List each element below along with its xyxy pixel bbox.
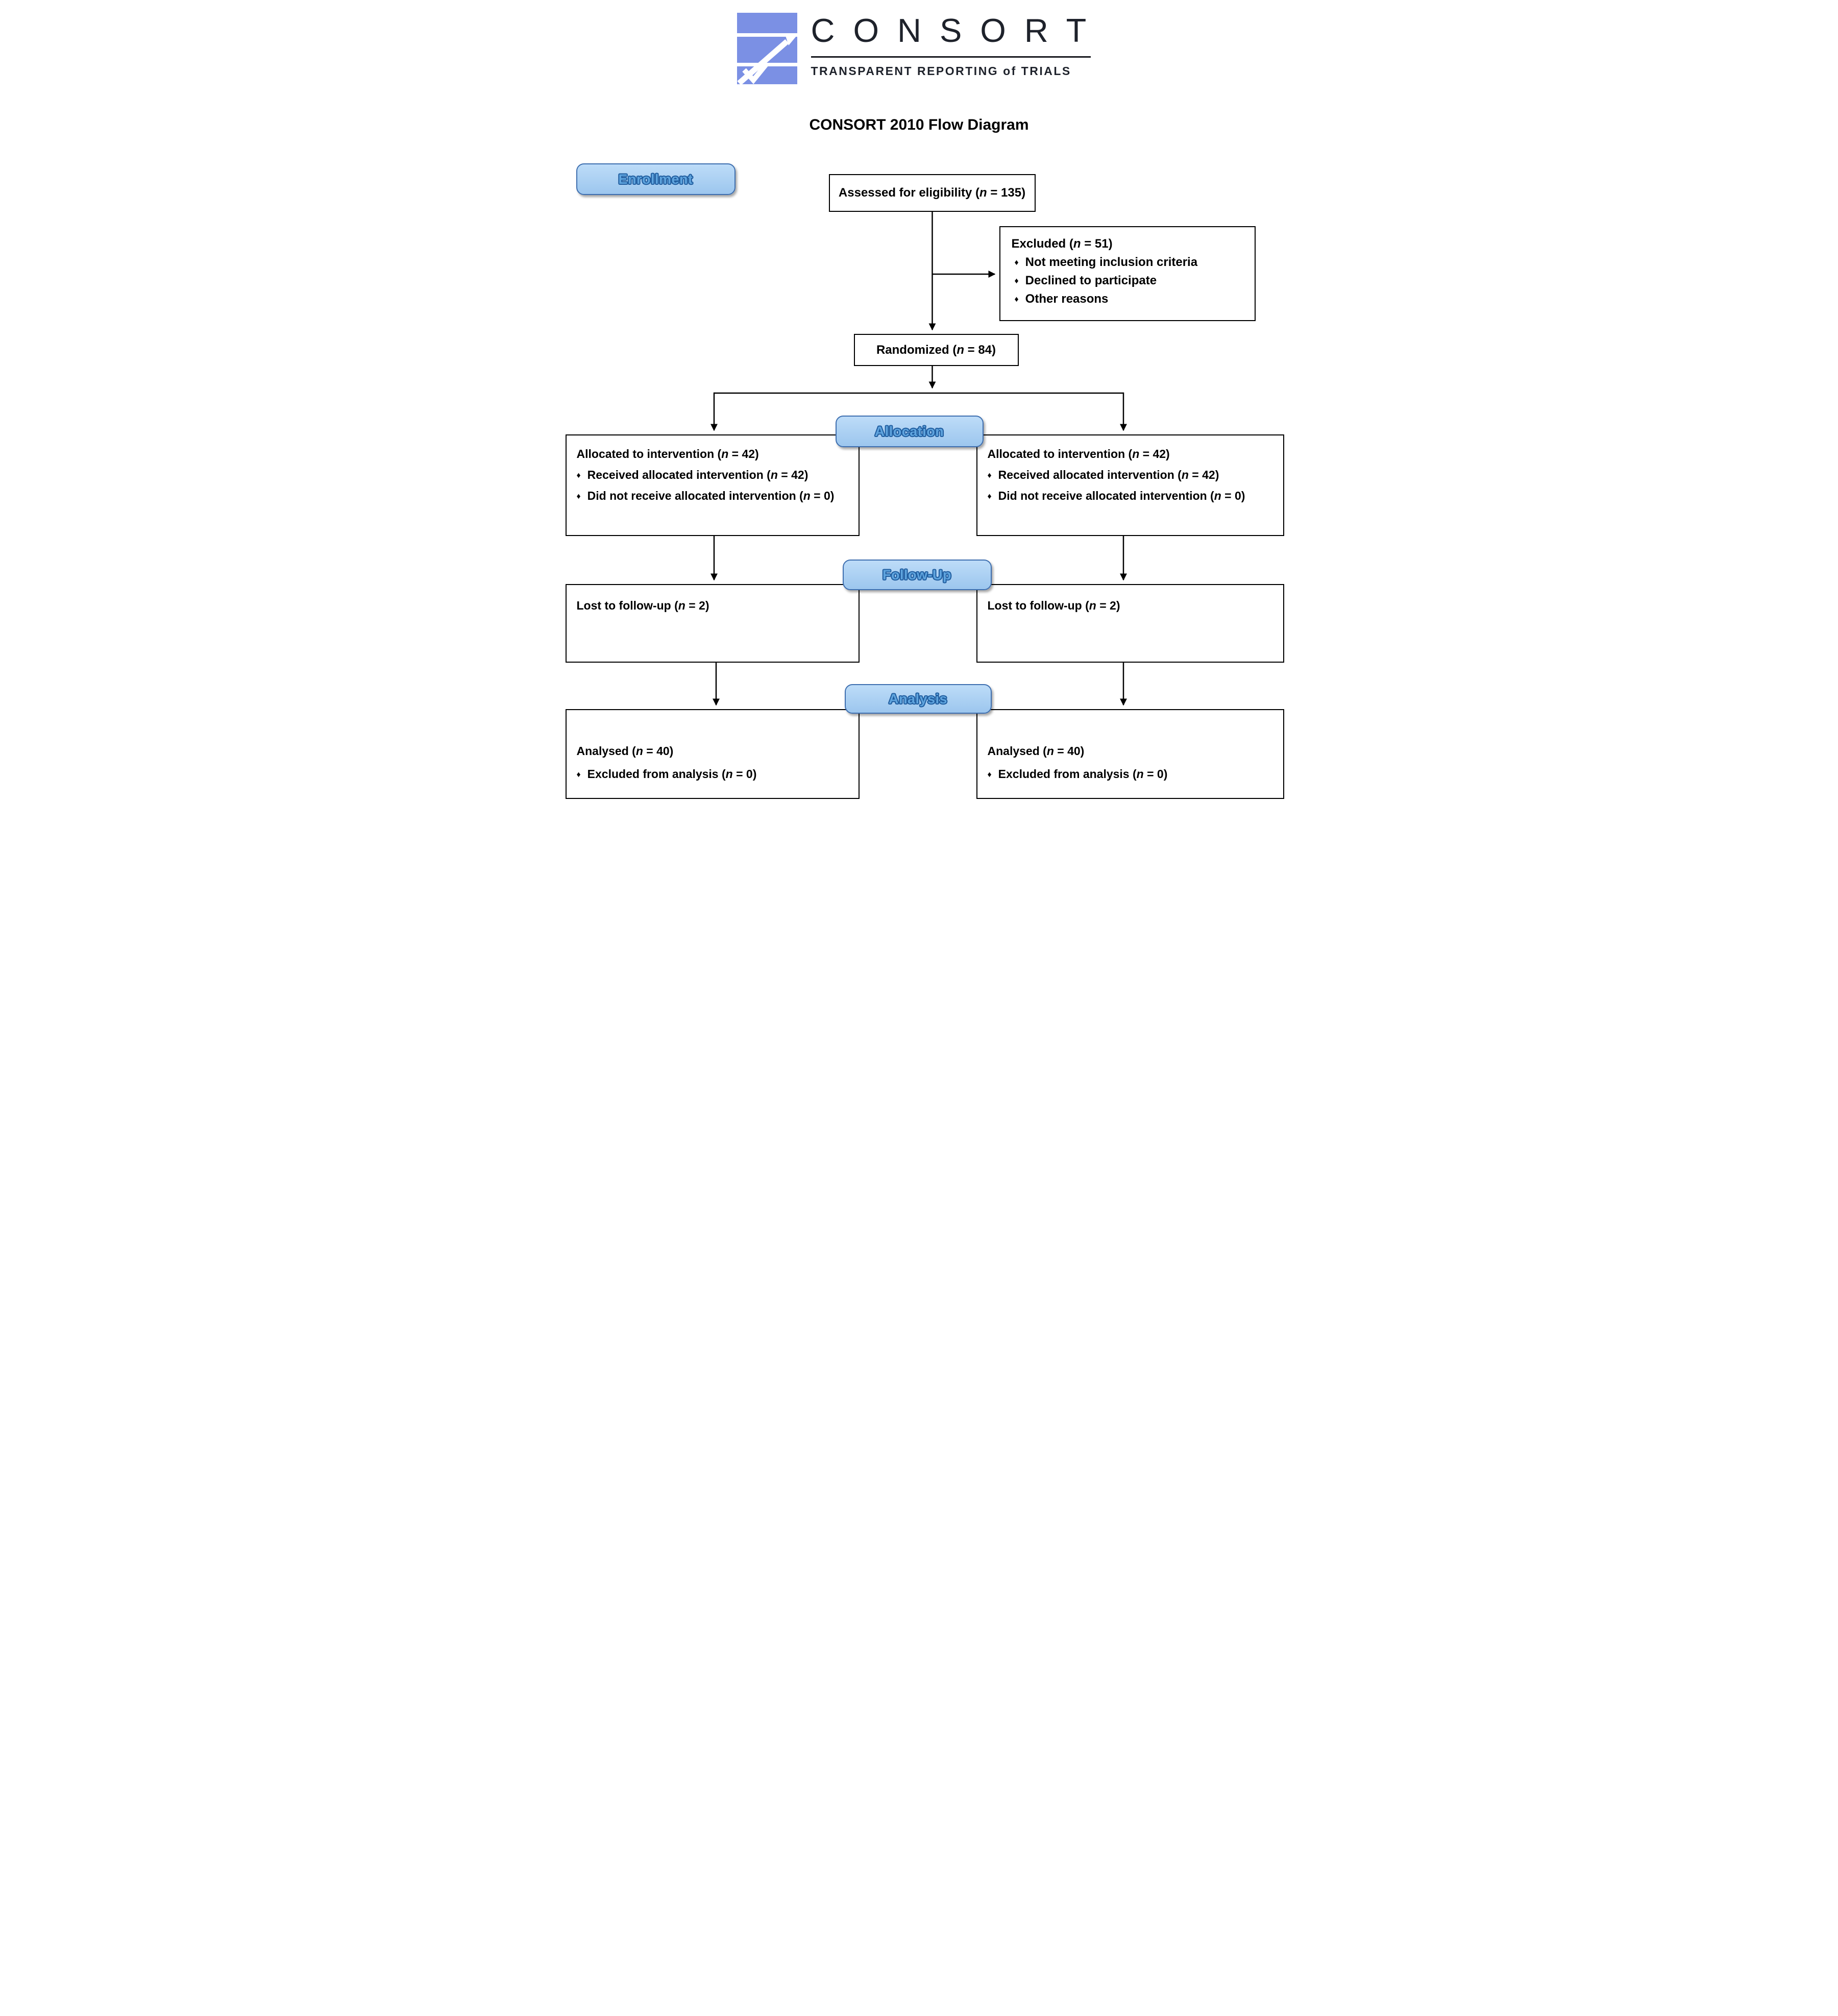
stage-badge-enrollment-label: Enrollment [618,171,693,187]
excluded-item-text: Not meeting inclusion criteria [1025,255,1198,269]
allocation-left-item [577,489,848,503]
box-followup-right [976,584,1284,663]
diagram-title: CONSORT 2010 Flow Diagram [809,116,1029,133]
consort-tagline: TRANSPARENT REPORTING of TRIALS [811,64,1071,78]
diamond-bullet-icon: ♦ [1014,277,1019,285]
box-analysis-right [976,709,1284,799]
diamond-bullet-icon: ♦ [1014,258,1019,267]
assessed-text: Assessed for eligibility (n = 135) [838,186,1026,200]
diamond-bullet-icon: ♦ [576,471,581,480]
allocation-right-item [988,489,1273,503]
followup-left-text: Lost to follow-up (n = 2) [576,599,709,612]
box-randomized [854,334,1019,366]
excluded-title: Excluded (n = 51) [1011,237,1113,251]
allocation-right-item-text: Received allocated intervention (n = 42) [998,468,1219,481]
excluded-item [1012,292,1243,307]
box-analysis-left [566,709,860,799]
randomized-text: Randomized (n = 84) [876,343,996,357]
excluded-item [1012,273,1243,288]
logo-band-top [737,13,797,33]
analysis-right-item-text: Excluded from analysis (n = 0) [998,767,1168,781]
allocation-left-item [577,468,848,482]
box-excluded [999,226,1256,321]
stage-badge-allocation [836,416,984,447]
excluded-item [1012,255,1243,270]
analysis-left-item [577,767,848,782]
consort-wordmark: CONSORT [811,12,1105,49]
analysis-right-item [988,767,1273,782]
consort-logo-icon [737,13,797,84]
diamond-bullet-icon: ♦ [987,492,992,501]
diamond-bullet-icon: ♦ [1014,295,1019,304]
stage-badge-analysis-label: Analysis [888,691,948,707]
analysis-left-title: Analysed (n = 40) [576,744,674,758]
allocation-left-item-text: Did not receive allocated intervention (n = 0) [587,489,835,502]
diamond-bullet-icon: ♦ [576,770,581,779]
diamond-bullet-icon: ♦ [576,492,581,501]
excluded-item-text: Declined to participate [1025,274,1157,287]
allocation-right-item-text: Did not receive allocated intervention (n = 0) [998,489,1245,502]
allocation-left-title: Allocated to intervention (n = 42) [576,447,759,460]
followup-right-text: Lost to follow-up (n = 2) [987,599,1120,612]
brand-divider [811,56,1091,58]
stage-badge-followup [843,560,992,590]
box-assessed-for-eligibility [829,174,1036,212]
box-allocation-right [976,434,1284,536]
stage-badge-followup-label: Follow-Up [883,567,951,582]
box-followup-left [566,584,860,663]
allocation-right-title: Allocated to intervention (n = 42) [987,447,1170,460]
stage-badge-analysis [845,684,992,714]
stage-badge-enrollment [576,163,736,195]
allocation-left-item-text: Received allocated intervention (n = 42) [587,468,808,481]
allocation-right-item [988,468,1273,482]
analysis-left-item-text: Excluded from analysis (n = 0) [587,767,757,781]
consort-flow-diagram-page [552,0,1287,807]
excluded-item-text: Other reasons [1025,292,1109,306]
diamond-bullet-icon: ♦ [987,471,992,480]
analysis-right-title: Analysed (n = 40) [987,744,1085,758]
box-allocation-left [566,434,860,536]
diamond-bullet-icon: ♦ [987,770,992,779]
stage-badge-allocation-label: Allocation [874,423,944,439]
